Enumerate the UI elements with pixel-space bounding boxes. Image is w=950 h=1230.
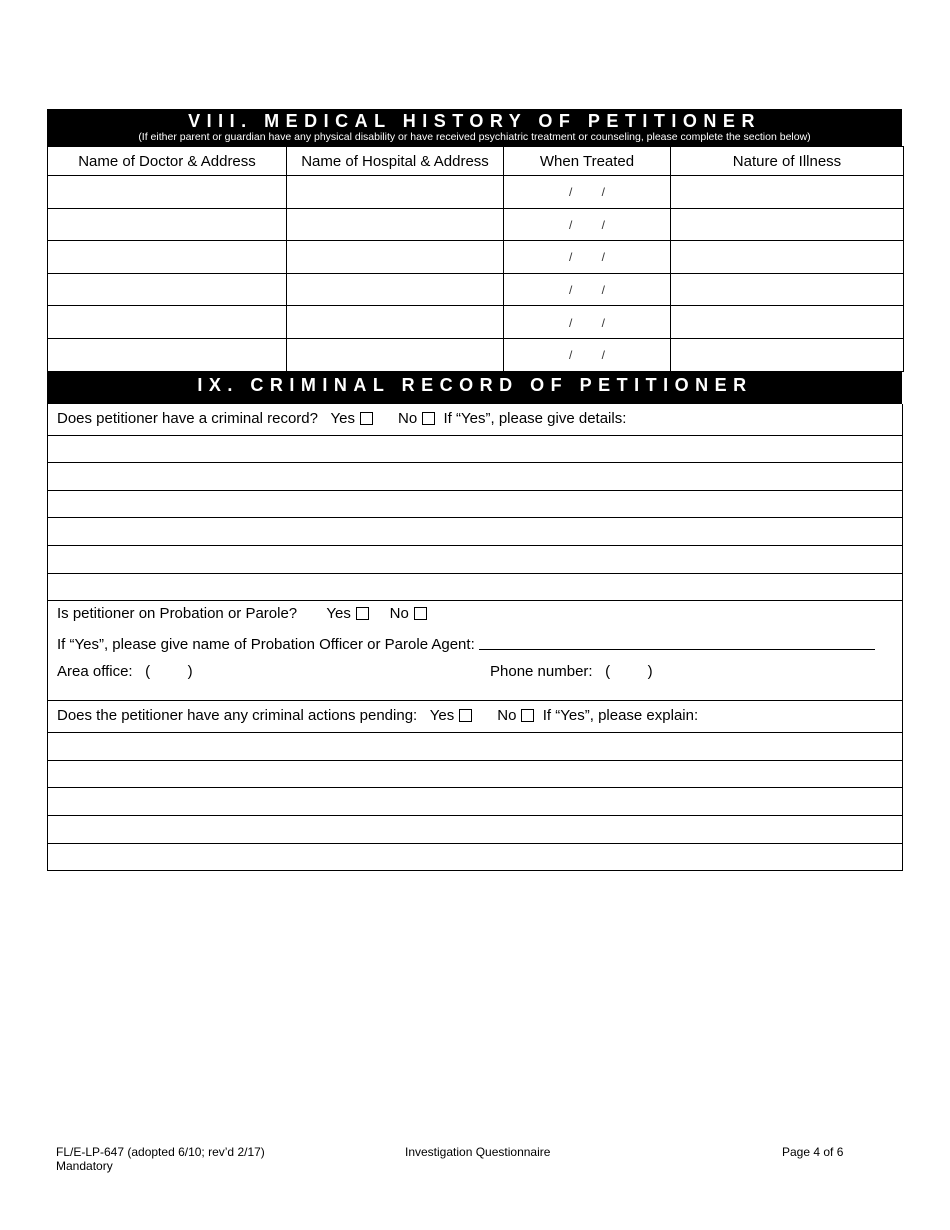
illness-cell[interactable] — [671, 306, 904, 339]
details-line[interactable] — [48, 491, 902, 519]
probation-yes-label: Yes — [326, 605, 351, 623]
criminal-record-section — [47, 404, 903, 872]
criminal-record-yes-label: Yes — [330, 409, 355, 427]
pending-yes-checkbox[interactable] — [459, 709, 472, 722]
section-viii-title: VIII. MEDICAL HISTORY OF PETITIONER — [188, 111, 761, 131]
pending-actions-question-text: Does the petitioner have any criminal actions pending: — [57, 707, 418, 725]
criminal-record-question — [48, 404, 902, 436]
pending-no-label: No — [497, 707, 517, 725]
pending-actions-question — [48, 701, 902, 733]
criminal-record-followup: If “Yes”, please give details: — [443, 409, 627, 427]
explain-line[interactable] — [48, 761, 902, 789]
illness-cell[interactable] — [671, 176, 904, 209]
probation-no-checkbox[interactable] — [414, 607, 427, 620]
medical-history-table — [47, 146, 904, 372]
probation-yes-checkbox[interactable] — [356, 607, 369, 620]
doctor-cell[interactable] — [48, 241, 287, 274]
hospital-cell[interactable] — [287, 208, 504, 241]
pending-followup: If “Yes”, please explain: — [542, 707, 699, 725]
details-line[interactable] — [48, 574, 902, 602]
criminal-record-question-text: Does petitioner have a criminal record? — [57, 409, 318, 427]
form-id: FL/E-LP-647 (adopted 6/10; rev’d 2/17) — [56, 1145, 265, 1159]
date-cell[interactable]: / / — [504, 338, 671, 371]
explain-line[interactable] — [48, 788, 902, 816]
table-row — [48, 273, 904, 306]
col-doctor-header: Name of Doctor & Address — [48, 147, 287, 176]
section-ix-header — [47, 372, 902, 404]
col-hospital-header: Name of Hospital & Address — [287, 147, 504, 176]
doctor-cell[interactable] — [48, 176, 287, 209]
table-row — [48, 306, 904, 339]
date-cell[interactable]: / / — [504, 306, 671, 339]
hospital-cell[interactable] — [287, 241, 504, 274]
page-number: Page 4 of 6 — [782, 1145, 844, 1159]
explain-line[interactable] — [48, 844, 902, 872]
illness-cell[interactable] — [671, 241, 904, 274]
details-line[interactable] — [48, 463, 902, 491]
criminal-record-no-label: No — [397, 409, 418, 427]
probation-no-label: No — [389, 605, 409, 623]
probation-question-text: Is petitioner on Probation or Parole? — [57, 605, 298, 623]
illness-cell[interactable] — [671, 338, 904, 371]
col-illness-header: Nature of Illness — [671, 147, 904, 176]
probation-question — [57, 605, 427, 622]
explain-line[interactable] — [48, 816, 902, 844]
date-cell[interactable]: / / — [504, 208, 671, 241]
mandatory-label: Mandatory — [56, 1159, 113, 1173]
table-row — [48, 338, 904, 371]
section-ix-title: IX. CRIMINAL RECORD OF PETITIONER — [197, 374, 753, 395]
area-office-field[interactable]: ( ) — [145, 663, 193, 681]
footer-form-id — [56, 1145, 265, 1173]
date-cell[interactable]: / / — [504, 241, 671, 274]
criminal-record-no-checkbox[interactable] — [422, 412, 435, 425]
officer-line — [57, 636, 875, 653]
probation-block — [48, 601, 902, 701]
doctor-cell[interactable] — [48, 208, 287, 241]
illness-cell[interactable] — [671, 273, 904, 306]
illness-cell[interactable] — [671, 208, 904, 241]
doctor-cell[interactable] — [48, 273, 287, 306]
table-row — [48, 241, 904, 274]
doctor-cell[interactable] — [48, 338, 287, 371]
phone-label: Phone number: — [490, 663, 593, 681]
section-viii-header — [47, 109, 902, 146]
table-row — [48, 176, 904, 209]
officer-label: If “Yes”, please give name of Probation Officer or Parole Agent: — [57, 636, 475, 654]
area-office-line — [57, 663, 193, 680]
date-cell[interactable]: / / — [504, 273, 671, 306]
hospital-cell[interactable] — [287, 306, 504, 339]
doctor-cell[interactable] — [48, 306, 287, 339]
hospital-cell[interactable] — [287, 176, 504, 209]
explain-line[interactable] — [48, 733, 902, 761]
pending-yes-label: Yes — [429, 707, 455, 725]
pending-no-checkbox[interactable] — [521, 709, 534, 722]
phone-line — [490, 663, 653, 680]
col-when-treated-header: When Treated — [504, 147, 671, 176]
date-cell[interactable]: / / — [504, 176, 671, 209]
table-row — [48, 208, 904, 241]
questionnaire-form — [47, 109, 902, 871]
area-office-label: Area office: — [57, 663, 133, 681]
hospital-cell[interactable] — [287, 338, 504, 371]
criminal-record-yes-checkbox[interactable] — [360, 412, 373, 425]
details-line[interactable] — [48, 546, 902, 574]
details-line[interactable] — [48, 518, 902, 546]
footer-title: Investigation Questionnaire — [405, 1145, 551, 1159]
section-viii-subtitle: (If either parent or guardian have any physical disability or have received psychiatric treatment or counseling, please complete the section below) — [138, 131, 811, 143]
details-line[interactable] — [48, 436, 902, 464]
medical-history-header-row — [48, 147, 904, 176]
officer-name-field[interactable] — [479, 636, 875, 650]
hospital-cell[interactable] — [287, 273, 504, 306]
phone-field[interactable]: ( ) — [605, 663, 653, 681]
